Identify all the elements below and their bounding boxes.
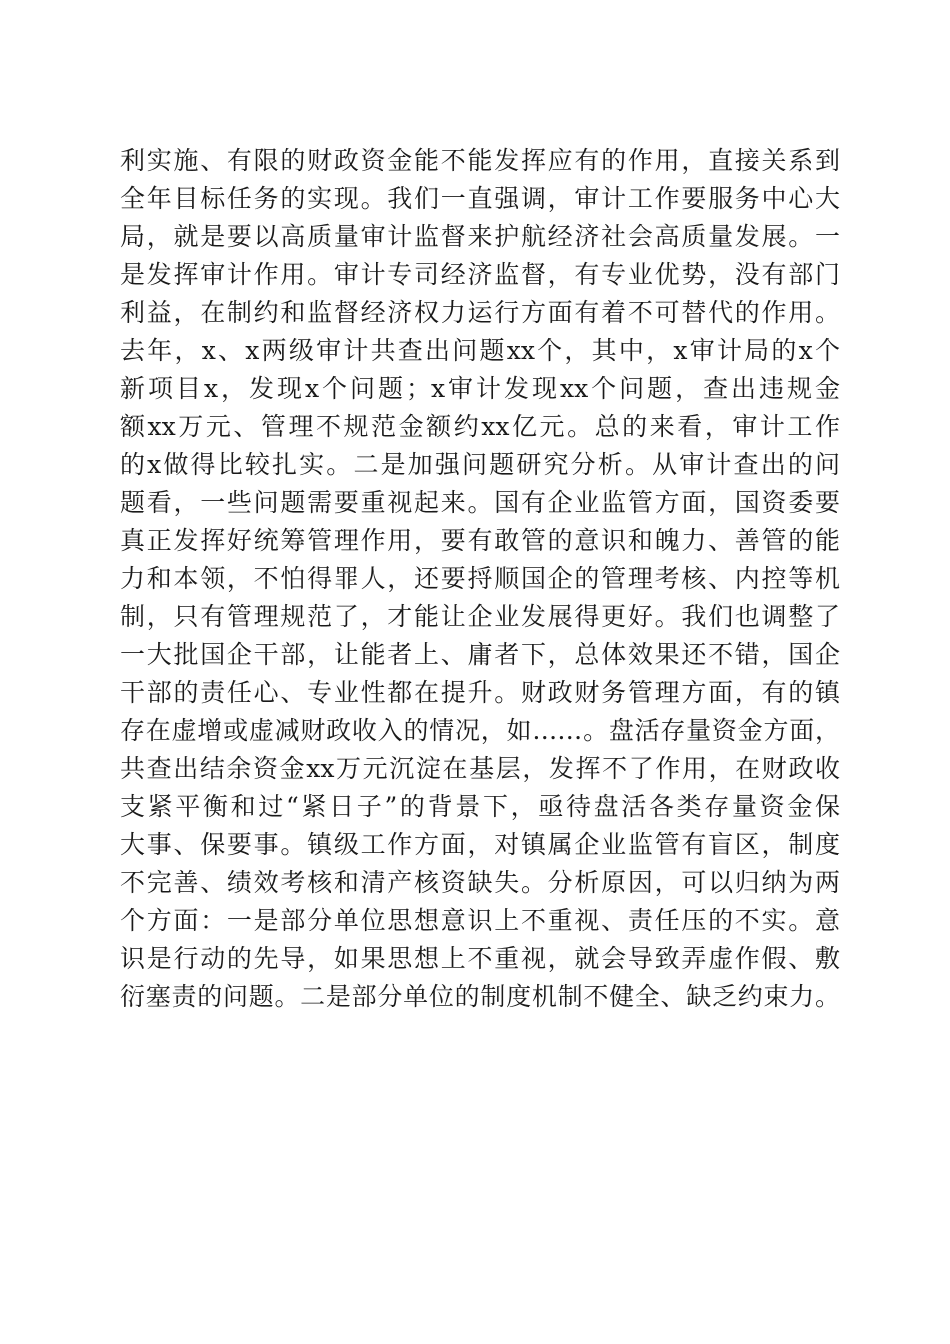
text-line: 全年目标任务的实现。我们一直强调，审计工作要服务中心大 xyxy=(120,184,840,213)
text-line: 额xx万元、管理不规范金额约xx亿元。总的来看，审计工作 xyxy=(120,412,840,441)
text-line: 去年，x、x两级审计共查出问题xx个，其中，x审计局的x个 xyxy=(120,336,840,365)
text-line: 识是行动的先导，如果思想上不重视，就会导致弄虚作假、敷 xyxy=(120,944,840,973)
text-line: 支紧平衡和过“紧日子”的背景下，亟待盘活各类存量资金保 xyxy=(120,792,840,821)
text-line: 共查出结余资金xx万元沉淀在基层，发挥不了作用，在财政收 xyxy=(120,754,840,783)
text-line: 的x做得比较扎实。二是加强问题研究分析。从审计查出的问 xyxy=(120,450,840,479)
text-line: 不完善、绩效考核和清产核资缺失。分析原因，可以归纳为两 xyxy=(120,868,840,897)
text-line: 是发挥审计作用。审计专司经济监督，有专业优势，没有部门 xyxy=(120,260,840,289)
text-line: 利益，在制约和监督经济权力运行方面有着不可替代的作用。 xyxy=(120,298,840,327)
text-line: 一大批国企干部，让能者上、庸者下，总体效果还不错，国企 xyxy=(120,640,840,669)
text-line: 局，就是要以高质量审计监督来护航经济社会高质量发展。一 xyxy=(120,222,840,251)
text-line: 干部的责任心、专业性都在提升。财政财务管理方面，有的镇 xyxy=(120,678,840,707)
body-paragraph xyxy=(120,142,840,1016)
text-line: 存在虚增或虚减财政收入的情况，如……。盘活存量资金方面， xyxy=(120,716,840,745)
text-line: 力和本领，不怕得罪人，还要捋顺国企的管理考核、内控等机 xyxy=(120,564,840,593)
text-line: 衍塞责的问题。二是部分单位的制度机制不健全、缺乏约束力。 xyxy=(120,982,840,1011)
text-line: 大事、保要事。镇级工作方面，对镇属企业监管有盲区，制度 xyxy=(120,830,840,859)
text-line: 个方面：一是部分单位思想意识上不重视、责任压的不实。意 xyxy=(120,906,840,935)
text-line: 利实施、有限的财政资金能不能发挥应有的作用，直接关系到 xyxy=(120,146,840,175)
text-line: 真正发挥好统筹管理作用，要有敢管的意识和魄力、善管的能 xyxy=(120,526,840,555)
text-line: 题看，一些问题需要重视起来。国有企业监管方面，国资委要 xyxy=(120,488,840,517)
text-line: 新项目x，发现x个问题；x审计发现xx个问题，查出违规金 xyxy=(120,374,840,403)
text-line: 制，只有管理规范了，才能让企业发展得更好。我们也调整了 xyxy=(120,602,840,631)
